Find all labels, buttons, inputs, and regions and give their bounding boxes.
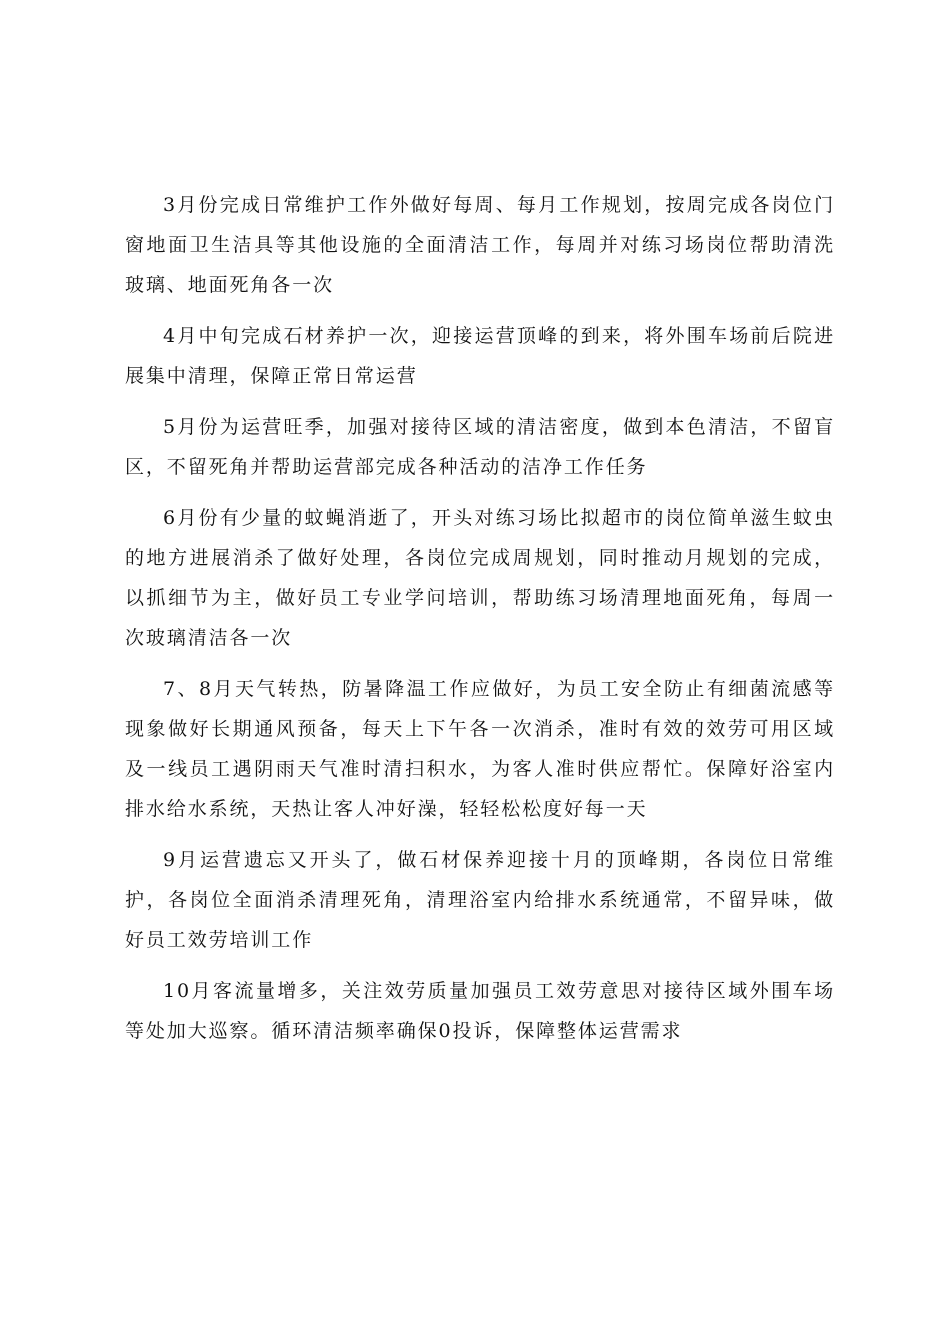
document-body — [125, 185, 835, 1062]
paragraph-october: 10月客流量增多，关注效劳质量加强员工效劳意思对接待区域外围车场等处加大巡察。循环清洁频率确保0投诉，保障整体运营需求 — [125, 980, 835, 1042]
paragraph-april: 4月中旬完成石材养护一次，迎接运营顶峰的到来，将外围车场前后院进展集中清理，保障正常日常运营 — [125, 325, 835, 387]
paragraph-may: 5月份为运营旺季，加强对接待区域的清洁密度，做到本色清洁，不留盲区，不留死角并帮助运营部完成各种活动的洁净工作任务 — [125, 416, 835, 478]
paragraph-june: 6月份有少量的蚊蝇消逝了，开头对练习场比拟超市的岗位简单滋生蚊虫的地方进展消杀了做好处理，各岗位完成周规划，同时推动月规划的完成，以抓细节为主，做好员工专业学问培训，帮助练习场清理地面死角，每周一次玻璃清洁各一次 — [125, 507, 835, 649]
paragraph-march: 3月份完成日常维护工作外做好每周、每月工作规划，按周完成各岗位门窗地面卫生洁具等其他设施的全面清洁工作，每周并对练习场岗位帮助清洗玻璃、地面死角各一次 — [125, 194, 835, 296]
paragraph-september: 9月运营遗忘又开头了，做石材保养迎接十月的顶峰期，各岗位日常维护，各岗位全面消杀清理死角，清理浴室内给排水系统通常，不留异味，做好员工效劳培训工作 — [125, 849, 835, 951]
paragraph-july-august: 7、8月天气转热，防暑降温工作应做好，为员工安全防止有细菌流感等现象做好长期通风预备，每天上下午各一次消杀，准时有效的效劳可用区域及一线员工遇阴雨天气准时清扫积水，为客人准时供应帮忙。保障好浴室内排水给水系统，天热让客人冲好澡，轻轻松松度好每一天 — [125, 678, 835, 820]
